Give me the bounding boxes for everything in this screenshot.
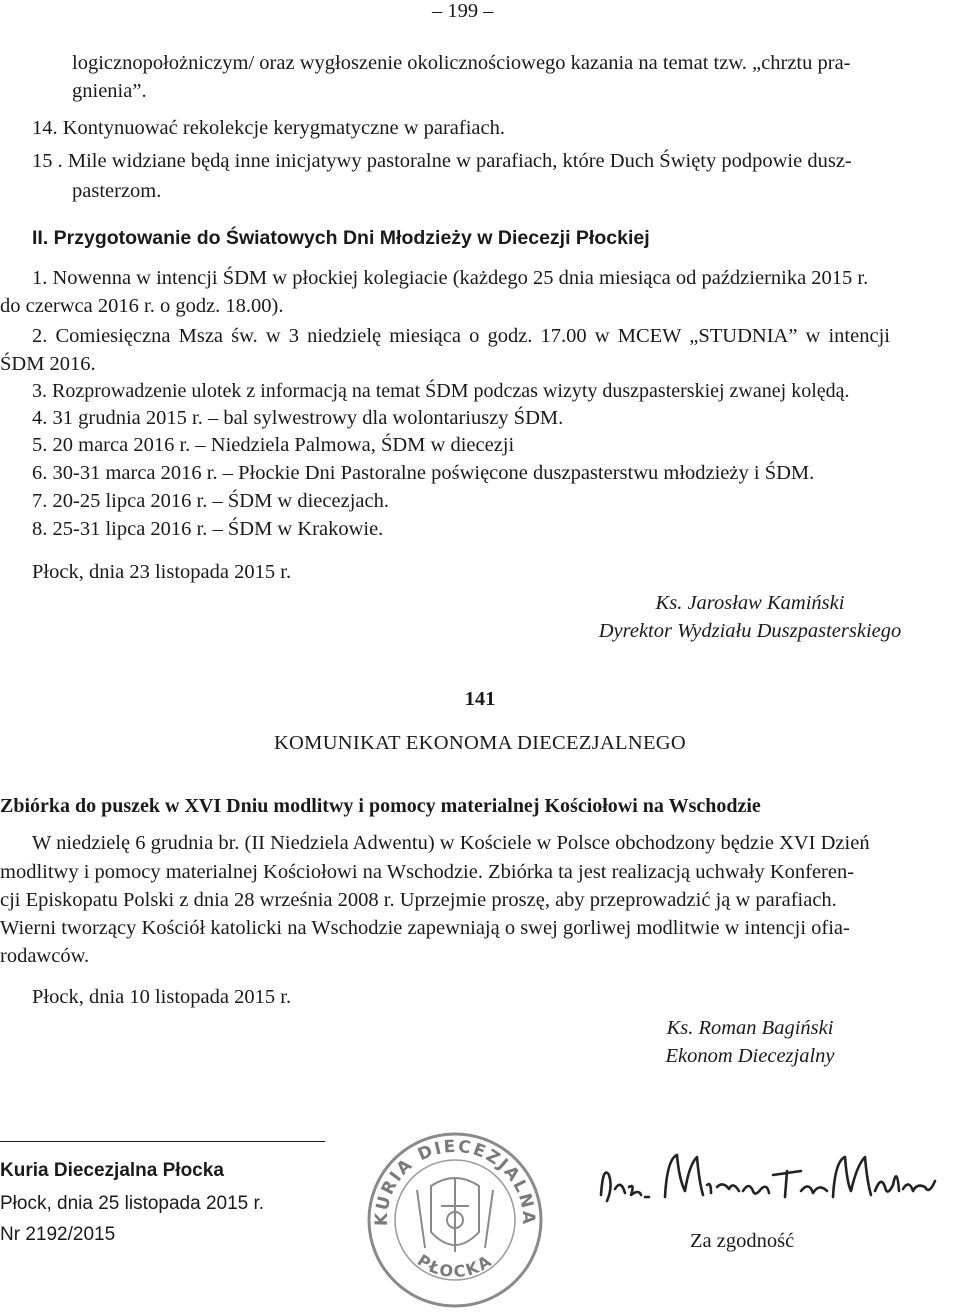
handwritten-signature xyxy=(595,1145,945,1215)
list-item-cont: ŚDM 2016. xyxy=(0,353,96,375)
svg-text:PŁOCKA xyxy=(414,1251,496,1282)
section-date: Płock, dnia 23 listopada 2015 r. xyxy=(32,561,292,583)
conformity-label: Za zgodność xyxy=(690,1230,795,1252)
official-stamp xyxy=(365,1120,545,1310)
list-item: 4. 31 grudnia 2015 r. – bal sylwestrowy dla wolontariuszy ŚDM. xyxy=(32,407,564,429)
list-item: 8. 25-31 lipca 2016 r. – ŚDM w Krakowie. xyxy=(32,518,384,540)
list-item: 6. 30-31 marca 2016 r. – Płockie Dni Pastoralne poświęcone duszpasterstwu młodzieży i ŚDM. xyxy=(32,462,815,484)
section-heading: II. Przygotowanie do Światowych Dni Młodzieży w Diecezji Płockiej xyxy=(32,227,650,249)
list-item-15-cont: pasterzom. xyxy=(72,180,162,202)
stamp-bottom-text: PŁOCKA xyxy=(413,1250,497,1282)
footer-number: Nr 2192/2015 xyxy=(0,1224,116,1245)
list-item: 1. Nowenna w intencji ŚDM w płockiej kolegiacie (każdego 25 dnia miesiąca od października 2015 r. xyxy=(32,267,869,289)
paragraph-line: rodawców. xyxy=(0,945,90,967)
list-item: 7. 20-25 lipca 2016 r. – ŚDM w diecezjach. xyxy=(32,490,389,512)
list-item: 5. 20 marca 2016 r. – Niedziela Palmowa, ŚDM w diecezji xyxy=(32,434,515,456)
paragraph-line: Wierni tworzący Kościół katolicki na Wschodzie zapewniają o swej gorliwej modlitwie w intencji ofia- xyxy=(0,917,850,939)
signature-title: Ekonom Diecezjalny xyxy=(665,1045,835,1067)
list-item-14: 14. Kontynuować rekolekcje kerygmatyczne w parafiach. xyxy=(32,117,506,139)
continuation-line-1: logicznopołożniczym/ oraz wygłoszenie okolicznościowego kazania na temat tzw. „chrztu pra- xyxy=(72,52,851,74)
footer-office: Kuria Diecezjalna Płocka xyxy=(0,1160,224,1181)
paragraph-line: modlitwy i pomocy materialnej Kościołowi na Wschodzie. Zbiórka ta jest realizacją uchwały Konferen- xyxy=(0,861,855,883)
page-number: – 199 – xyxy=(432,0,494,22)
list-item-cont: do czerwca 2016 r. o godz. 18.00). xyxy=(0,295,284,317)
document-number: 141 xyxy=(464,688,496,710)
document-date: Płock, dnia 10 listopada 2015 r. xyxy=(32,986,292,1008)
document-subtitle: Zbiórka do puszek w XVI Dniu modlitwy i pomocy materialnej Kościołowi na Wschodzie xyxy=(0,795,761,817)
stamp-top-text: KURIA DIECEZJALNA xyxy=(371,1136,539,1227)
coat-of-arms-icon xyxy=(417,1178,493,1252)
list-item-15: 15 . Mile widziane będą inne inicjatywy pastoralne w parafiach, które Duch Święty podpowie dusz- xyxy=(32,150,852,172)
footer-divider xyxy=(0,1141,325,1142)
document-title: KOMUNIKAT EKONOMA DIECEZJALNEGO xyxy=(273,732,687,754)
signature-title: Dyrektor Wydziału Duszpasterskiego xyxy=(598,620,902,642)
paragraph-line: W niedzielę 6 grudnia br. (II Niedziela Adwentu) w Kościele w Polsce obchodzony będzie XVI Dzień xyxy=(32,832,870,854)
list-item: 3. Rozprowadzenie ulotek z informacją na temat ŚDM podczas wizyty duszpasterskiej zwanej kolędą. xyxy=(32,380,850,402)
signature-name: Ks. Jarosław Kamiński xyxy=(655,592,845,614)
list-item: 2. Comiesięczna Msza św. w 3 niedzielę miesiąca o godz. 17.00 w MCEW „STUDNIA” w intencji xyxy=(32,325,890,347)
footer-date: Płock, dnia 25 listopada 2015 r. xyxy=(0,1193,265,1214)
signature-name: Ks. Roman Bagiński xyxy=(666,1017,834,1039)
continuation-line-2: gnienia”. xyxy=(72,80,147,102)
paragraph-line: cji Episkopatu Polski z dnia 28 września 2008 r. Uprzejmie proszę, aby przeprowadzić ją w parafiach. xyxy=(0,889,837,911)
